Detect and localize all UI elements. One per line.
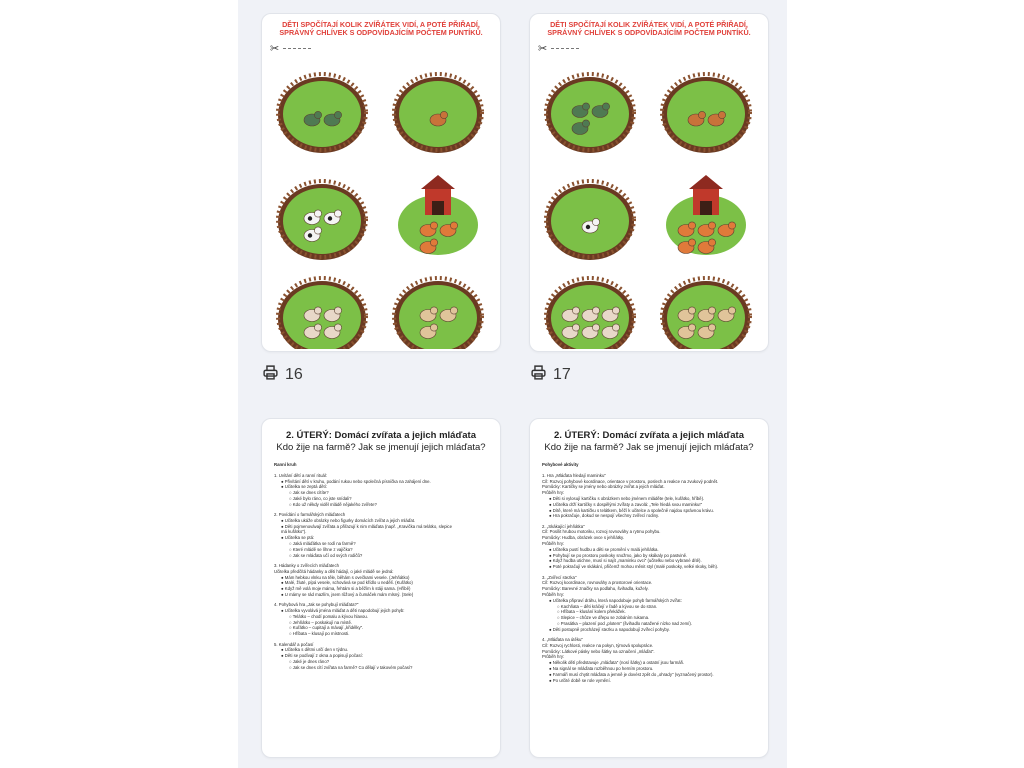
text-line: ○ Hříbata – klusání kolem překážek. [557, 609, 626, 615]
cut-line [283, 48, 311, 49]
text-line: 1. Hra „Mláďata hledají maminku" [542, 472, 606, 478]
text-line: Cíl: Rozvoj rychlosti, reakce na pokyn, týmová spolupráce. [542, 642, 654, 648]
text-line: ● Přivítání dětí v kruhu, podání rukou nebo společná písnička na zahájení dne. [281, 478, 431, 484]
pen-rabbits [278, 278, 366, 349]
text-line: ● Dítě, které má kartičku s telátkem, běží k učitelce a společně najdou správnou krávu. [549, 507, 715, 513]
text-line: ● U mámy se rád mazlím, jsem růžový a čumáček mám mlsný. (Sele) [281, 591, 414, 597]
content-block [274, 473, 488, 508]
print-icon[interactable] [262, 364, 279, 386]
text-line: Pomůcky: Látkové pásky nebo šátky na označení „mláďat". [542, 648, 655, 654]
page-thumbnail-18[interactable] [261, 418, 501, 758]
text-line: má kuřátko"). [281, 529, 307, 535]
text-line: ○ Jaké je dnes ráno? [289, 658, 330, 664]
page-subtitle: Kdo žije na farmě? Jak se jmenují jejich mláďata? [276, 442, 486, 453]
scissors-icon: ✂ [270, 43, 280, 55]
text-line: ○ Jak se dnes cítí zvířata na farmě? Co dělají v takovém počasí? [289, 664, 413, 670]
text-line: ● Učitelka pustí hudbu a děti se promění v malá jehňátka. [549, 546, 659, 552]
text-line: ● Učitelka ukáže obrázky nebo figurky domácích zvířat a jejich mláďat. [281, 517, 416, 523]
text-line: ○ Prasátka – plazení pod „plotem" (švihadlo natažené nízko nad zemí). [557, 620, 693, 626]
content-block [542, 473, 756, 519]
text-line: ● Učitelka vyvolává jména mláďat a děti napodobují jejich pohyb: [281, 608, 405, 614]
page-number-label: 16 [285, 366, 303, 383]
content-block [542, 524, 756, 570]
page-number-label: 17 [553, 366, 571, 383]
text-line: ○ Jak se mláďata učí od svých rodičů? [289, 552, 363, 558]
page-thumbnail-17[interactable] [529, 13, 769, 352]
page-body [530, 453, 768, 683]
text-line: ● Učitelka připraví dráhu, která napodobuje pohyb farmářských zvířat: [549, 597, 682, 603]
text-line: Učitelka předčítá hádanky a děti hádají, o jaké mládě se jedná: [274, 568, 394, 574]
pens-illustration [530, 54, 768, 349]
text-line: ● Pohybují se po prostoru poskoky snožmo, jako by skákaly po pastvině. [549, 552, 688, 558]
text-line: 4. Pohybová hra „Jak se pohybují mláďata?" [274, 602, 359, 608]
pen-goats [662, 278, 750, 349]
content-block [274, 642, 488, 671]
page-thumbnail-19[interactable] [529, 418, 769, 758]
page-number-16[interactable] [262, 364, 303, 386]
text-line: 2. „Skákající jehňátka" [542, 523, 585, 529]
text-line: ○ Jaké bylo ráno, co jste snídali? [289, 495, 352, 501]
text-line: 1. Uvítání dětí a ranní rituál: [274, 472, 328, 478]
text-line: ● Učitelka se ptá: [281, 535, 315, 541]
page-subtitle: Kdo žije na farmě? Jak se jmenují jejich mláďata? [544, 442, 754, 453]
page-title: 2. ÚTERÝ: Domácí zvířata a jejich mláďata [285, 430, 477, 441]
text-line: ○ Kdo už někdy viděl mládě nějakého zvířete? [289, 501, 377, 507]
text-line: ○ Jehňátko – poskakují na místě. [289, 619, 353, 625]
content-block [542, 637, 756, 683]
pen-horses [662, 74, 750, 153]
content-block [274, 512, 488, 558]
print-icon[interactable] [530, 364, 547, 386]
text-line: 5. Kalendář a počasí [274, 641, 314, 647]
pen-cow [546, 181, 634, 260]
page-instruction: DĚTI SPOČÍTAJÍ KOLIK ZVÍŘÁTEK VIDÍ, A POTÉ PŘIŘADÍ, SPRÁVNÝ CHLÍVEK S ODPOVÍDAJÍCÍM POČTEM PUNTÍKŮ. [547, 20, 751, 37]
cut-line [551, 48, 579, 49]
text-line: ● Děti postupně procházejí stezku a napodobují zvířecí pohyby. [549, 626, 670, 632]
text-line: ● Poté pokračují ve skákání, přičemž mohou měnit styl (malé poskoky, velké skoky, běh). [549, 564, 719, 570]
text-line: 3. Hádanky o zvířecích mláďatech [274, 562, 339, 568]
pen-ducks [278, 74, 366, 153]
text-line: 3. „Zvířecí stezka" [542, 574, 577, 580]
text-line: ● Po určité době se role vymění. [549, 677, 611, 683]
pen-horse [394, 74, 482, 153]
text-line: ● Mám hebkou vlnku na těle, běhám s ovečkami vesele. (Jehňátko) [281, 574, 410, 580]
text-line: ● Učitelka s dětmi určí den v týdnu. [281, 647, 349, 653]
text-line: ● Učitelka drží kartičky s dospělými zvířaty a zavolá: „Tele hledá svou maminku!" [549, 501, 703, 507]
text-line: ● Malé, žluté, pípá vesele, schovává se pod křídlo u nedělí. (Kuřátko) [281, 580, 413, 586]
text-line: ○ Telátko – chodí pomalu a kývou hlavou. [289, 613, 368, 619]
text-line: Průběh hry: [542, 654, 565, 660]
text-line: ● Na signál se mláďata rozběhnou po herním prostoru. [549, 666, 654, 671]
page-grid[interactable] [238, 0, 787, 768]
pen-ducks [546, 74, 634, 153]
pen-chickens [666, 175, 746, 255]
section-heading: Ranní kruh [274, 462, 297, 467]
text-line: ○ Které mládě se líhne z vajíčka? [289, 546, 353, 552]
text-line: ● Když mě volá moje máma, řehtám si a běžím k stáji sama. (Hříbě) [281, 586, 411, 592]
text-line: ○ Slepice – chůze ve dřepu se zobáním rukama. [557, 615, 650, 621]
text-line: Cíl: Posílit hrubou motoriku, rozvoj rovnováhy a rytmu pohybu. [542, 529, 661, 535]
page-number-17[interactable] [530, 364, 571, 386]
text-line: ○ Jak se dnes cítíte? [289, 490, 329, 496]
text-line: Cíl: Rozvoj pohybové koordinace, orientace v prostoru, poslech a reakce na zvukový podnět. [542, 478, 719, 484]
text-line: 4. „Mláďata na útěku" [542, 637, 583, 643]
scissors-icon: ✂ [538, 43, 548, 55]
text-line: ● Hra pokračuje, dokud se nespojí všechny zvířecí rodiny. [549, 513, 659, 519]
content-block [274, 602, 488, 637]
text-line: Cíl: Rozvoj koordinace, rovnováhy a prostorové orientace. [542, 580, 653, 586]
text-line: Pomůcky: Hudba, obrázek ovce s jehňátky. [542, 535, 625, 541]
text-line: ● Učitelka se zeptá dětí: [281, 484, 328, 490]
text-line: ● Děti si vylosují kartičku s obrázkem nebo jménem mláděte (tele, kuřátko, hříbě). [549, 495, 705, 501]
text-line: ● Několik dětí představuje „mláďata" (nosí šátky) a ostatní jsou farmáři. [549, 660, 685, 666]
text-line: ● Farmáři musí chytit mláďata a jemně je dovést zpět do „ohrady" (vyznačený prostor). [549, 671, 714, 677]
content-block [274, 563, 488, 598]
page-title: 2. ÚTERÝ: Domácí zvířata a jejich mláďata [553, 430, 745, 441]
text-line: ● Děti se podívají z okna a popisují počasí: [281, 653, 363, 659]
section-heading: Pohybové aktivity [542, 462, 579, 467]
text-line: Průběh hry: [542, 591, 565, 597]
page-body [262, 453, 500, 671]
pens-illustration [262, 54, 500, 349]
pen-cows [278, 181, 366, 260]
text-line: ○ Jaká mláďátka se rodí na farmě? [289, 541, 356, 547]
text-line: Pomůcky: Kartičky se jmény nebo obrázky zvířat a jejich mláďat. [542, 484, 665, 490]
pen-goats [394, 278, 482, 349]
page-instruction: DĚTI SPOČÍTAJÍ KOLIK ZVÍŘÁTEK VIDÍ, A POTÉ PŘIŘADÍ, SPRÁVNÝ CHLÍVEK S ODPOVÍDAJÍCÍM POČTEM PUNTÍKŮ. [279, 20, 483, 37]
pen-rabbits [546, 278, 634, 349]
text-line: Průběh hry: [542, 490, 565, 496]
text-line: ○ Kachňata – děti kráčejí v řadě a kývou se do stran. [557, 603, 658, 609]
content-block [542, 575, 756, 633]
text-line: Průběh hry: [542, 541, 565, 547]
text-line: ○ Kuřátko – cupitají a mávají „křidélky". [289, 625, 364, 631]
text-line: ● Když hudba utichne, musí si najít „maminku ovci" (učitelku nebo vybrané dítě). [549, 558, 702, 564]
text-line: 2. Povídání o farmářských mláďatech [274, 512, 346, 518]
text-line: ○ Hříbata – klusají po místnosti. [289, 631, 350, 637]
pen-chickens [398, 175, 478, 255]
page-thumbnail-16[interactable] [261, 13, 501, 352]
text-line: ● Děti pojmenovávají zvířata a přiřazují k nim mláďata (např. „Kravička má telátko, slepice [281, 523, 452, 529]
text-line: Pomůcky: Barevné značky na podlahu, švihadla, kužely. [542, 586, 649, 592]
